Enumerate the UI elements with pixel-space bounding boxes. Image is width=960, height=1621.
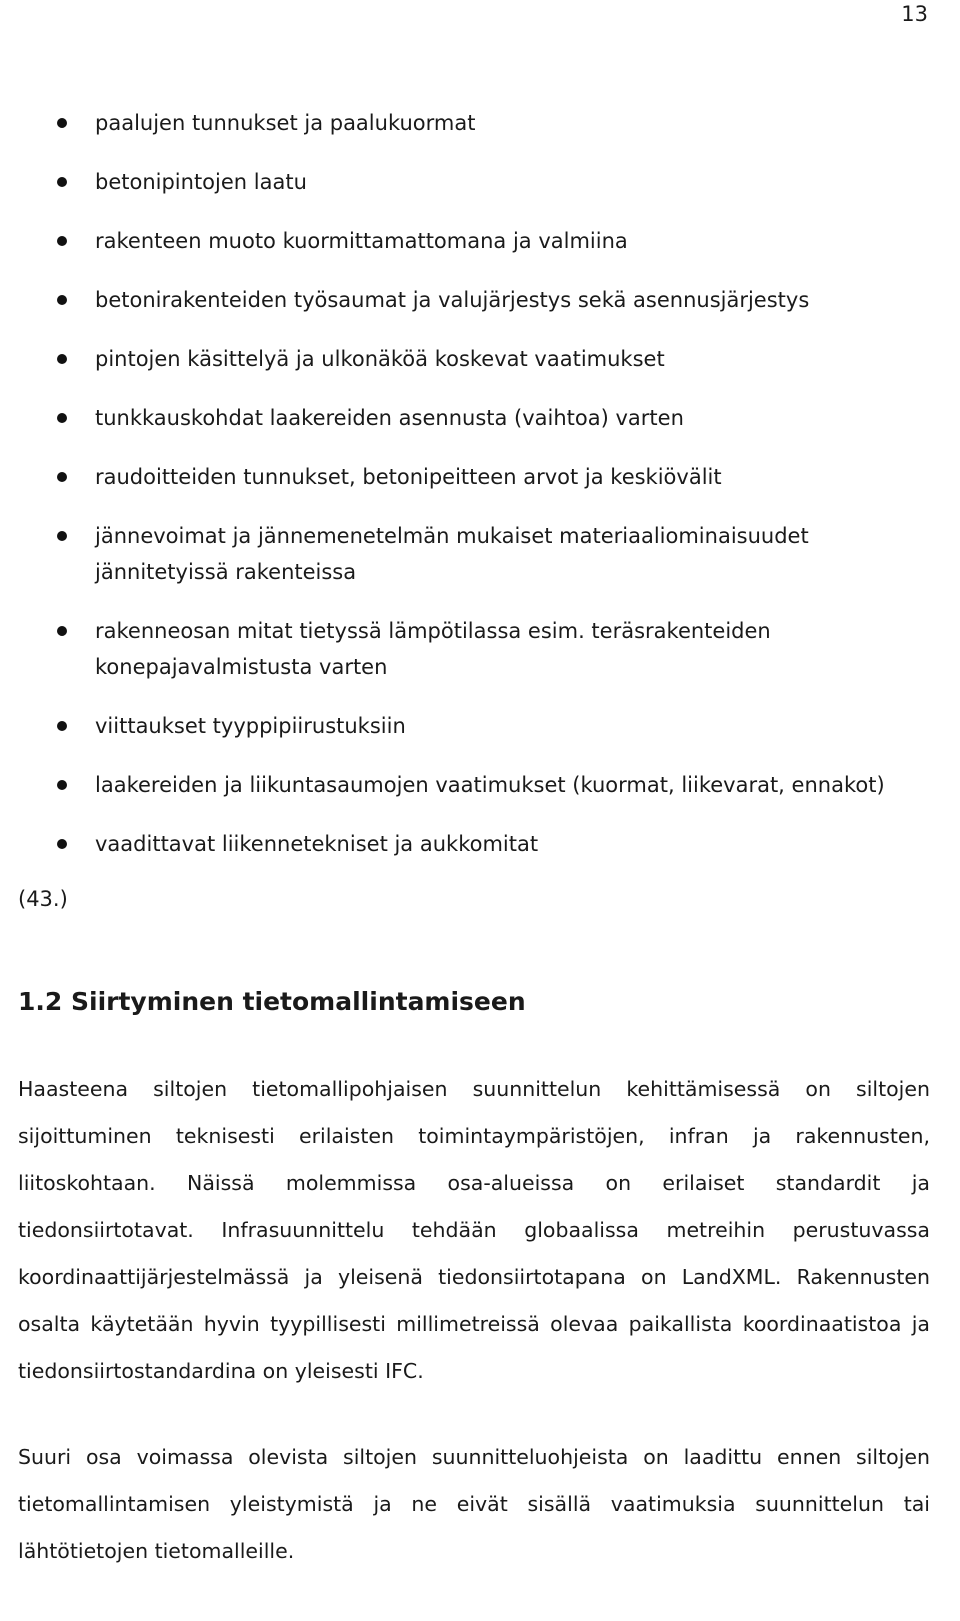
list-item-text: betonirakenteiden työsaumat ja valujärjestys sekä asennusjärjestys [95,288,810,312]
requirements-list [0,105,930,885]
bullet-icon [57,721,67,731]
list-item-text: rakenneosan mitat tietyssä lämpötilassa esim. teräsrakenteiden konepajavalmistusta varten [95,619,771,679]
bullet-icon [57,472,67,482]
bullet-icon [57,413,67,423]
bullet-icon [57,531,67,541]
list-item [0,400,930,436]
list-item-text: raudoitteiden tunnukset, betonipeitteen arvot ja keskiövälit [95,465,722,489]
list-item-text: pintojen käsittelyä ja ulkonäköä koskevat vaatimukset [95,347,665,371]
list-item [0,708,930,744]
bullet-icon [57,177,67,187]
list-item [0,518,930,590]
list-item [0,223,930,259]
list-item [0,341,930,377]
list-item-text: paalujen tunnukset ja paalukuormat [95,111,476,135]
list-item-text: tunkkauskohdat laakereiden asennusta (vaihtoa) varten [95,406,684,430]
bullet-icon [57,780,67,790]
list-item [0,767,930,803]
body-paragraph: Haasteena siltojen tietomallipohjaisen suunnittelun kehittämisessä on siltojen sijoittuminen teknisesti erilaisten toimintaympäristöjen, infran ja rakennusten, liitoskohtaan. Näissä molemmissa osa-alueissa on erilaiset standardit ja tiedonsiirtotavat. Infrasuunnittelu tehdään globaalissa metreihin perustuvassa koordinaattijärjestelmässä ja yleisenä tiedonsiirtotapana on LandXML. Rakennusten osalta käytetään hyvin tyypillisesti millimetreissä olevaa paikallista koordinaatistoa ja tiedonsiirtostandardina on yleisesti IFC. [18,1077,930,1383]
bullet-icon [57,236,67,246]
list-item [0,105,930,141]
body-paragraph: Suuri osa voimassa olevista siltojen suunnitteluohjeista on laadittu ennen siltojen tietomallintamisen yleistymistä ja ne eivät sisällä vaatimuksia suunnittelun tai lähtötietojen tietomalleille. [18,1445,930,1563]
list-item-text: laakereiden ja liikuntasaumojen vaatimukset (kuormat, liikevarat, ennakot) [95,773,885,797]
list-item-text: jännevoimat ja jännemenetelmän mukaiset materiaaliominaisuudet jännitetyissä rakenteissa [95,524,809,584]
bullet-icon [57,295,67,305]
list-item-text: rakenteen muoto kuormittamattomana ja valmiina [95,229,628,253]
section-heading: 1.2 Siirtyminen tietomallintamiseen [18,987,526,1016]
source-reference: (43.) [18,887,68,911]
list-item-text: vaadittavat liikennetekniset ja aukkomitat [95,832,539,856]
bullet-icon [57,118,67,128]
list-item [0,282,930,318]
list-item [0,613,930,685]
list-item [0,826,930,862]
list-item-text: viittaukset tyyppipiirustuksiin [95,714,406,738]
page-number: 13 [901,2,928,26]
list-item [0,164,930,200]
bullet-icon [57,354,67,364]
bullet-icon [57,839,67,849]
bullet-icon [57,626,67,636]
list-item [0,459,930,495]
list-item-text: betonipintojen laatu [95,170,307,194]
